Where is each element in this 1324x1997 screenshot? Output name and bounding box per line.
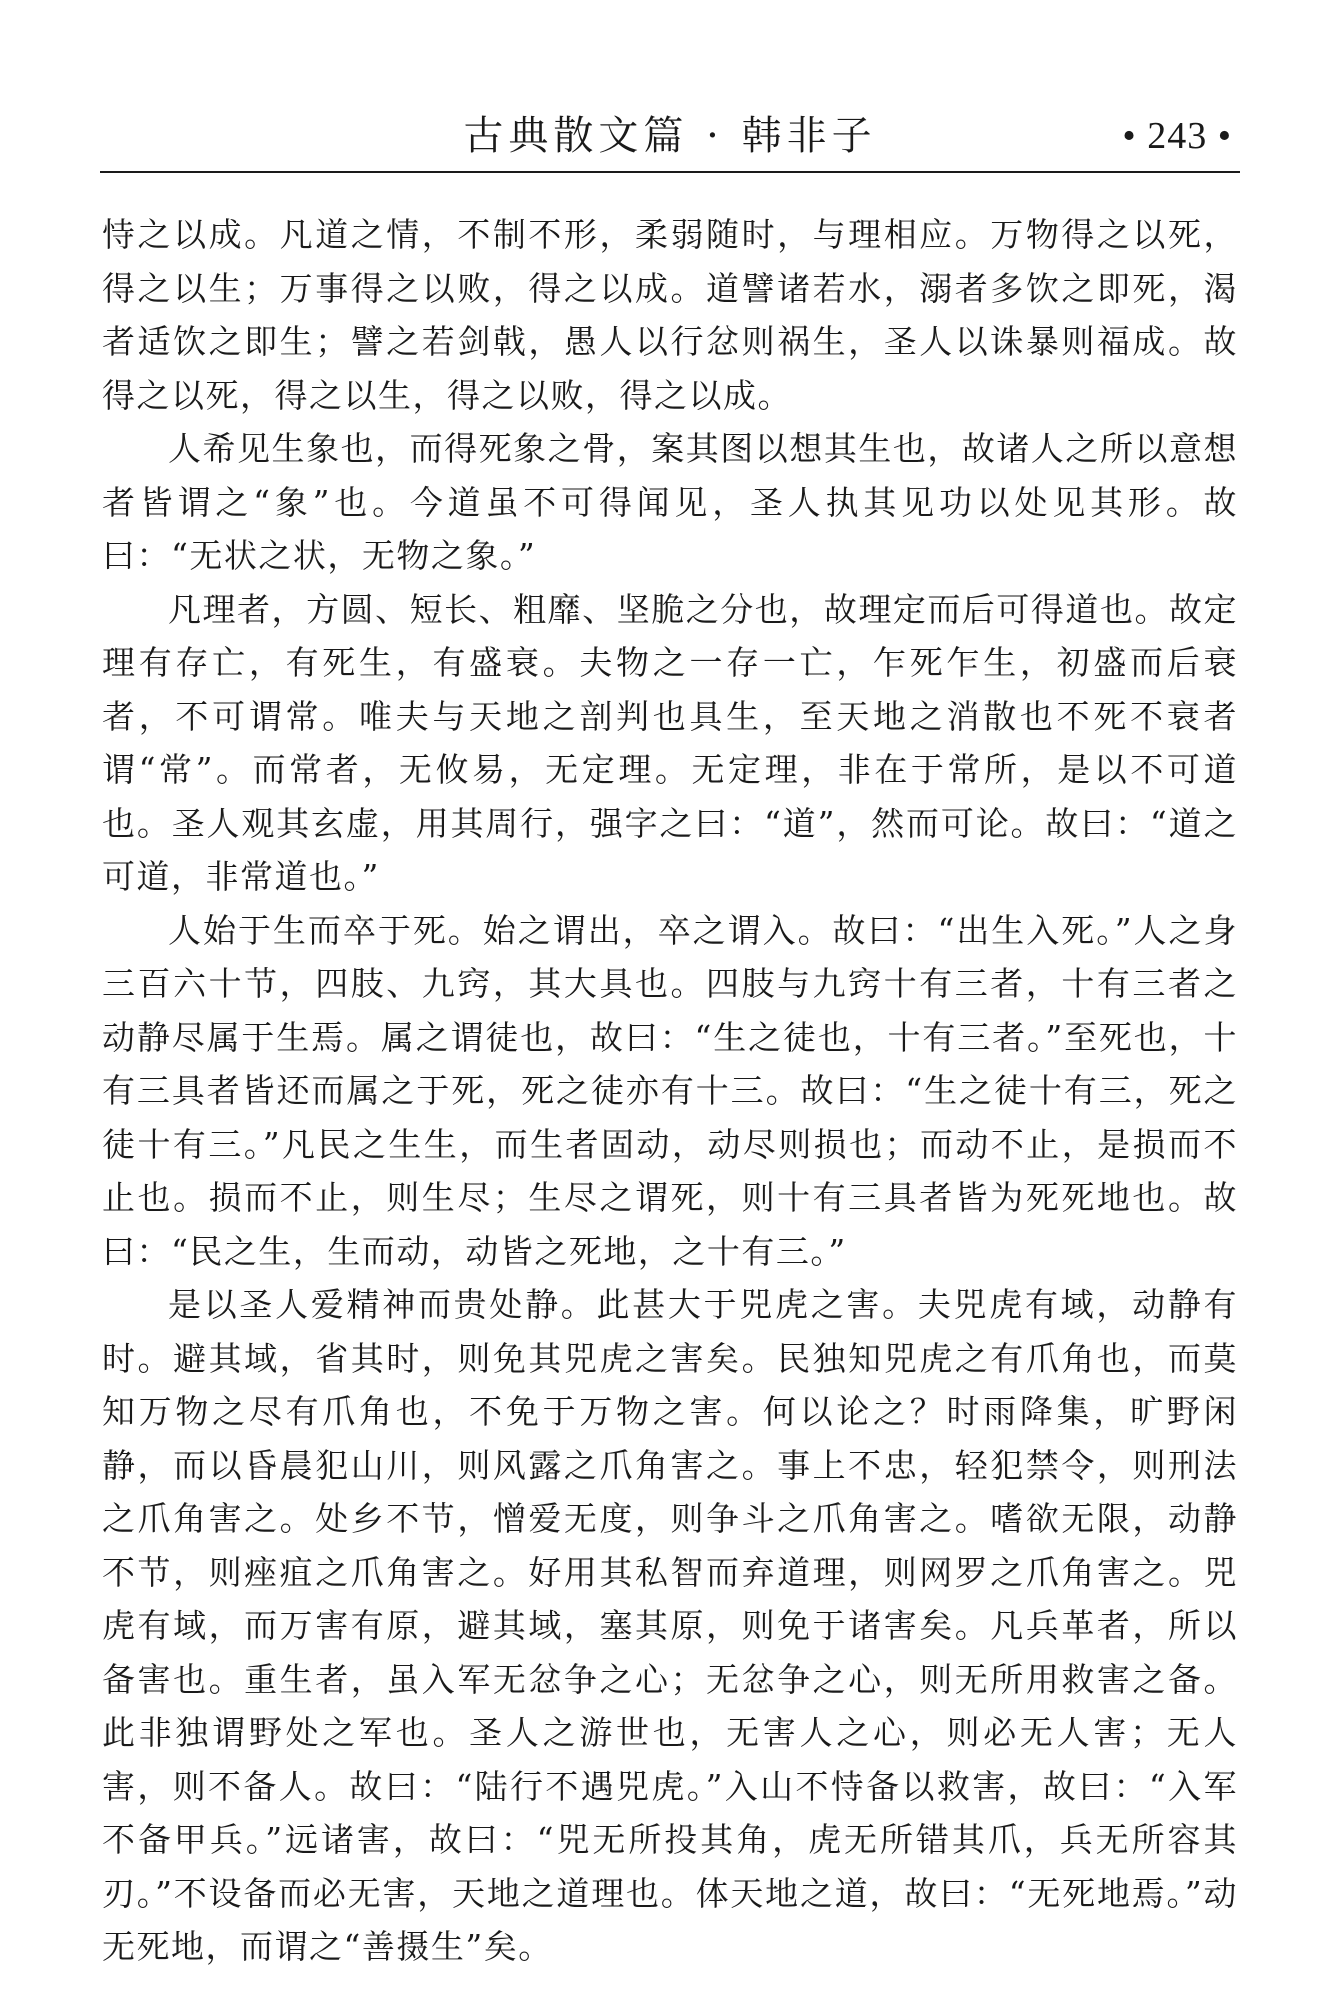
- paragraph: 人始于生而卒于死。始之谓出，卒之谓入。故曰：“出生入死。”人之身三百六十节，四肢、九窍，其大具也。四肢与九窍十有三者，十有三者之动静尽属于生焉。属之谓徒也，故曰：“生之徒也，十有三者。”至死也，十有三具者皆还而属之于死，死之徒亦有十三。故曰：“生之徒十有三，死之徒十有三。”凡民之生生，而生者固动，动尽则损也；而动不止，是损而不止也。损而不止，则生尽；生尽之谓死，则十有三具者皆为死死地也。故曰：“民之生，生而动，动皆之死地，之十有三。”: [102, 910, 1238, 1271]
- paragraph: 是以圣人爱精神而贵处静。此甚大于兕虎之害。夫兕虎有域，动静有时。避其域，省其时，则免其兕虎之害矣。民独知兕虎之有爪角也，而莫知万物之尽有爪角也，不免于万物之害。何以论之？时雨降集，旷野闲静，而以昏晨犯山川，则风露之爪角害之。事上不忠，轻犯禁令，则刑法之爪角害之。处乡不节，憎爱无度，则争斗之爪角害之。嗜欲无限，动静不节，则痤疽之爪角害之。好用其私智而弃道理，则网罗之爪角害之。兕虎有域，而万害有原，避其域，塞其原，则免于诸害矣。凡兵革者，所以备害也。重生者，虽入军无忿争之心；无忿争之心，则无所用救害之备。此非独谓野处之军也。圣人之游世也，无害人之心，则必无人害；无人害，则不备人。故曰：“陆行不遇兕虎。”入山不恃备以救害，故曰：“入军不备甲兵。”远诸害，故曰：“兕无所投其角，虎无所错其爪，兵无所容其刃。”不设备而必无害，天地之道理也。体天地之道，故曰：“无死地焉。”动无死地，而谓之“善摄生”矣。: [102, 1285, 1238, 1966]
- page-number: • 243 •: [1122, 115, 1232, 157]
- body-text: [102, 208, 1238, 1974]
- header-divider: [100, 171, 1240, 173]
- running-title: 古典散文篇 · 韩非子: [463, 113, 877, 159]
- paragraph: 凡理者，方圆、短长、粗靡、坚脆之分也，故理定而后可得道也。故定理有存亡，有死生，有盛衰。夫物之一存一亡，乍死乍生，初盛而后衰者，不可谓常。唯夫与天地之剖判也具生，至天地之消散也不死不衰者谓“常”。而常者，无攸易，无定理。无定理，非在于常所，是以不可道也。圣人观其玄虚，用其周行，强字之曰：“道”，然而可论。故曰：“道之可道，非常道也。”: [102, 589, 1238, 896]
- paragraph: 人希见生象也，而得死象之骨，案其图以想其生也，故诸人之所以意想者皆谓之“象”也。今道虽不可得闻见，圣人执其见功以处见其形。故曰：“无状之状，无物之象。”: [102, 429, 1238, 575]
- paragraph-continued: 恃之以成。凡道之情，不制不形，柔弱随时，与理相应。万物得之以死，得之以生；万事得之以败，得之以成。道譬诸若水，溺者多饮之即死，渴者适饮之即生；譬之若剑戟，愚人以行忿则祸生，圣人以诛暴则福成。故得之以死，得之以生，得之以败，得之以成。: [102, 215, 1238, 415]
- running-header: [100, 108, 1240, 172]
